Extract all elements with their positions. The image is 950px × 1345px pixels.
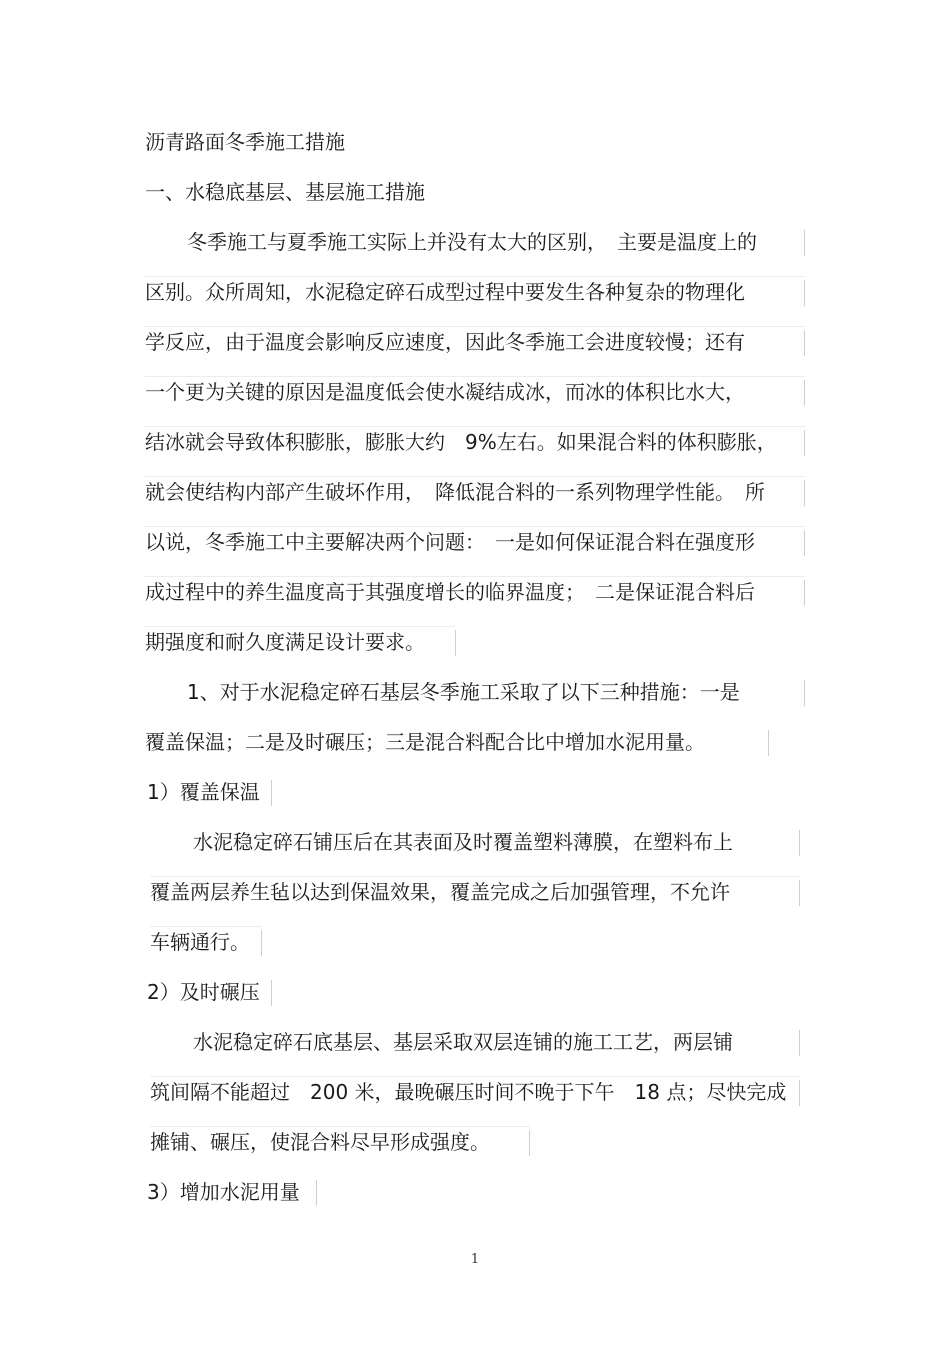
paragraph-line: 期强度和耐久度满足设计要求。 xyxy=(145,630,425,654)
text-edge-marker xyxy=(799,1080,800,1106)
text-edge-marker xyxy=(271,780,272,806)
document-title: 沥青路面冬季施工措施 xyxy=(145,130,345,154)
line-divider xyxy=(150,926,262,927)
line-divider xyxy=(145,626,455,627)
paragraph-line: 一个更为关键的原因是温度低会使水凝结成冰，而冰的体积比水大， xyxy=(145,380,745,404)
text-edge-marker xyxy=(799,830,800,856)
paragraph-line: 学反应，由于温度会影响反应速度，因此冬季施工会进度较慢；还有 xyxy=(145,330,745,354)
paragraph-line: 以说，冬季施工中主要解决两个问题： 一是如何保证混合料在强度形 xyxy=(145,530,755,554)
paragraph-line: 结冰就会导致体积膨胀，膨胀大约 9%左右。如果混合料的体积膨胀， xyxy=(145,430,777,454)
text-edge-marker xyxy=(804,680,805,706)
line-divider xyxy=(145,276,805,277)
line-divider xyxy=(150,876,800,877)
line-divider xyxy=(145,326,805,327)
paragraph-line: 水泥稳定碎石底基层、基层采取双层连铺的施工工艺，两层铺 xyxy=(193,1030,733,1054)
paragraph-line: 摊铺、碾压，使混合料尽早形成强度。 xyxy=(150,1130,490,1154)
text-edge-marker xyxy=(316,1180,317,1206)
paragraph-line: 覆盖两层养生毡以达到保温效果，覆盖完成之后加强管理，不允许 xyxy=(150,880,730,904)
paragraph-line: 区别。众所周知，水泥稳定碎石成型过程中要发生各种复杂的物理化 xyxy=(145,280,745,304)
subsection-heading: 1）覆盖保温 xyxy=(147,780,260,804)
paragraph-line: 成过程中的养生温度高于其强度增长的临界温度； 二是保证混合料后 xyxy=(145,580,755,604)
line-divider xyxy=(145,426,805,427)
text-edge-marker xyxy=(768,730,769,756)
line-divider xyxy=(150,1076,800,1077)
line-divider xyxy=(145,576,805,577)
paragraph-line: 就会使结构内部产生破坏作用， 降低混合料的一系列物理学性能。 所 xyxy=(145,480,765,504)
paragraph-line: 冬季施工与夏季施工实际上并没有太大的区别， 主要是温度上的 xyxy=(187,230,757,254)
text-edge-marker xyxy=(804,230,805,256)
text-edge-marker xyxy=(804,280,805,306)
paragraph-line: 水泥稳定碎石铺压后在其表面及时覆盖塑料薄膜，在塑料布上 xyxy=(193,830,733,854)
text-edge-marker xyxy=(529,1130,530,1156)
line-divider xyxy=(145,376,805,377)
text-edge-marker xyxy=(261,930,262,956)
paragraph-line: 覆盖保温；二是及时碾压；三是混合料配合比中增加水泥用量。 xyxy=(145,730,705,754)
page-number: 1 xyxy=(470,1252,480,1267)
text-edge-marker xyxy=(804,380,805,406)
paragraph-line: 车辆通行。 xyxy=(150,930,250,954)
section-heading: 一、水稳底基层、基层施工措施 xyxy=(145,180,425,204)
line-divider xyxy=(150,1126,530,1127)
text-edge-marker xyxy=(455,630,456,656)
subsection-heading: 2）及时碾压 xyxy=(147,980,260,1004)
text-edge-marker xyxy=(804,430,805,456)
text-edge-marker xyxy=(799,1030,800,1056)
text-edge-marker xyxy=(804,580,805,606)
text-edge-marker xyxy=(799,880,800,906)
text-edge-marker xyxy=(804,480,805,506)
text-edge-marker xyxy=(271,980,272,1006)
line-divider xyxy=(145,526,805,527)
paragraph-line: 1、对于水泥稳定碎石基层冬季施工采取了以下三种措施：一是 xyxy=(187,680,740,704)
paragraph-line: 筑间隔不能超过 200 米，最晚碾压时间不晚于下午 18 点；尽快完成 xyxy=(150,1080,787,1104)
subsection-heading: 3）增加水泥用量 xyxy=(147,1180,300,1204)
text-edge-marker xyxy=(804,530,805,556)
line-divider xyxy=(145,476,805,477)
text-edge-marker xyxy=(804,330,805,356)
